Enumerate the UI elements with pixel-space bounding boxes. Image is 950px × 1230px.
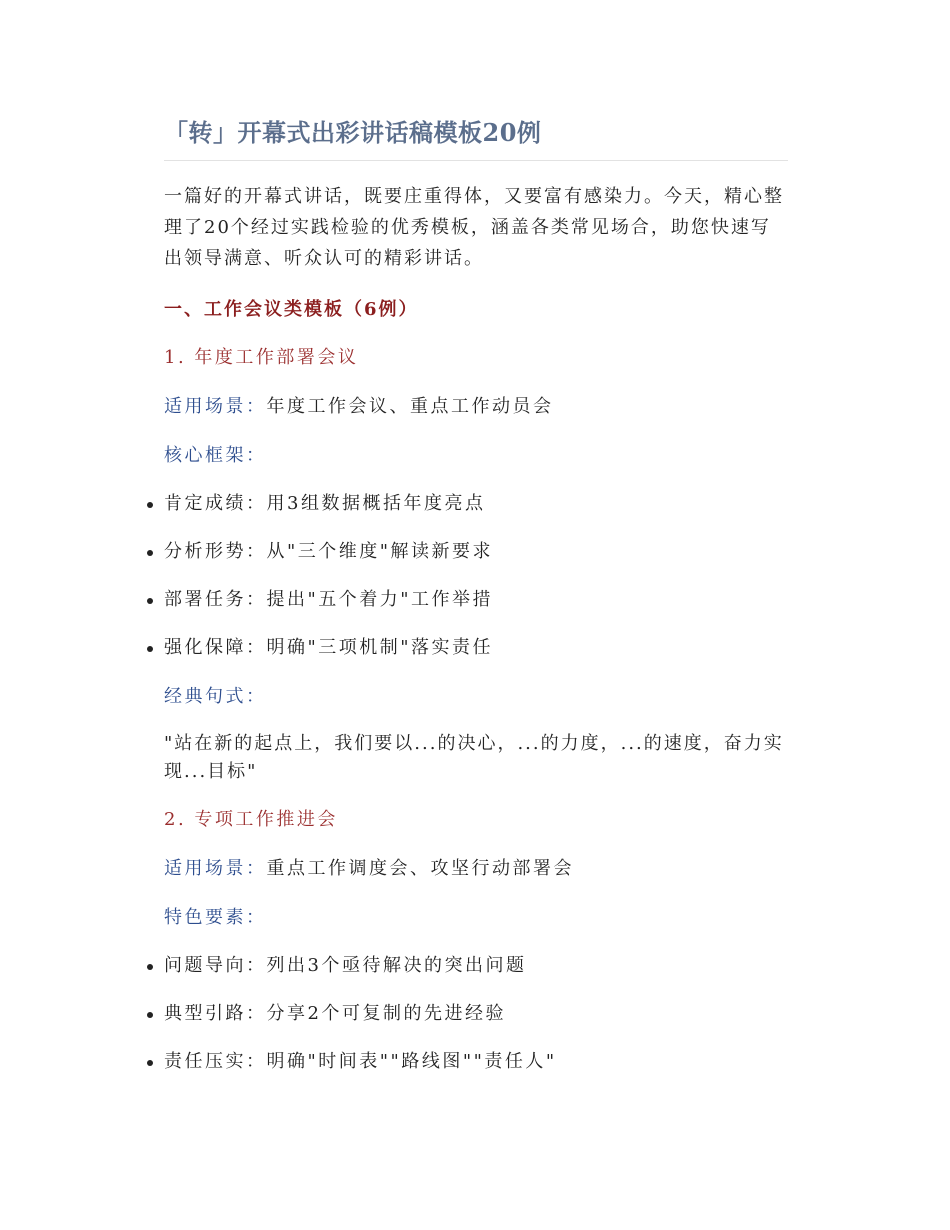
- list-item: 责任压实：明确"时间表""路线图""责任人": [164, 1048, 788, 1076]
- features-label: 特色要素：: [164, 907, 267, 928]
- framework-label: 核心框架：: [164, 445, 267, 466]
- page-title: 「转」开幕式出彩讲话稿模板20例: [164, 116, 788, 161]
- list-item: 问题导向：列出3个亟待解决的突出问题: [164, 952, 788, 980]
- scene-line: [164, 393, 788, 421]
- list-item: 肯定成绩：用3组数据概括年度亮点: [164, 490, 788, 518]
- intro-paragraph: 一篇好的开幕式讲话，既要庄重得体，又要富有感染力。今天，精心整理了20个经过实践检验的优秀模板，涵盖各类常见场合，助您快速写出领导满意、听众认可的精彩讲话。: [164, 186, 784, 269]
- bullet-icon: [147, 502, 153, 508]
- bullet-icon: [147, 1012, 153, 1018]
- scene-label: 适用场景：: [164, 396, 267, 417]
- scene-text: 重点工作调度会、攻坚行动部署会: [266, 858, 574, 879]
- section-heading-work-meetings: 一、工作会议类模板（6例）: [164, 299, 419, 320]
- framework-list: [164, 490, 788, 662]
- scene-text: 年度工作会议、重点工作动员会: [266, 396, 554, 417]
- list-item: 典型引路：分享2个可复制的先进经验: [164, 1000, 788, 1028]
- list-item: 强化保障：明确"三项机制"落实责任: [164, 634, 788, 662]
- item-heading-special-meeting: 2. 专项工作推进会: [164, 809, 338, 830]
- phrase-label: 经典句式：: [164, 686, 267, 707]
- list-item: 分析形势：从"三个维度"解读新要求: [164, 538, 788, 566]
- document-page: [164, 116, 788, 1076]
- scene-line: [164, 855, 788, 883]
- bullet-icon: [147, 1060, 153, 1066]
- item-heading-annual-meeting: 1. 年度工作部署会议: [164, 347, 359, 368]
- bullet-icon: [147, 646, 153, 652]
- bullet-icon: [147, 550, 153, 556]
- features-list: [164, 952, 788, 1076]
- list-item: 部署任务：提出"五个着力"工作举措: [164, 586, 788, 614]
- bullet-icon: [147, 964, 153, 970]
- scene-label: 适用场景：: [164, 858, 267, 879]
- phrase-text: "站在新的起点上，我们要以...的决心，...的力度，...的速度，奋力实现...目标": [164, 733, 784, 782]
- bullet-icon: [147, 598, 153, 604]
